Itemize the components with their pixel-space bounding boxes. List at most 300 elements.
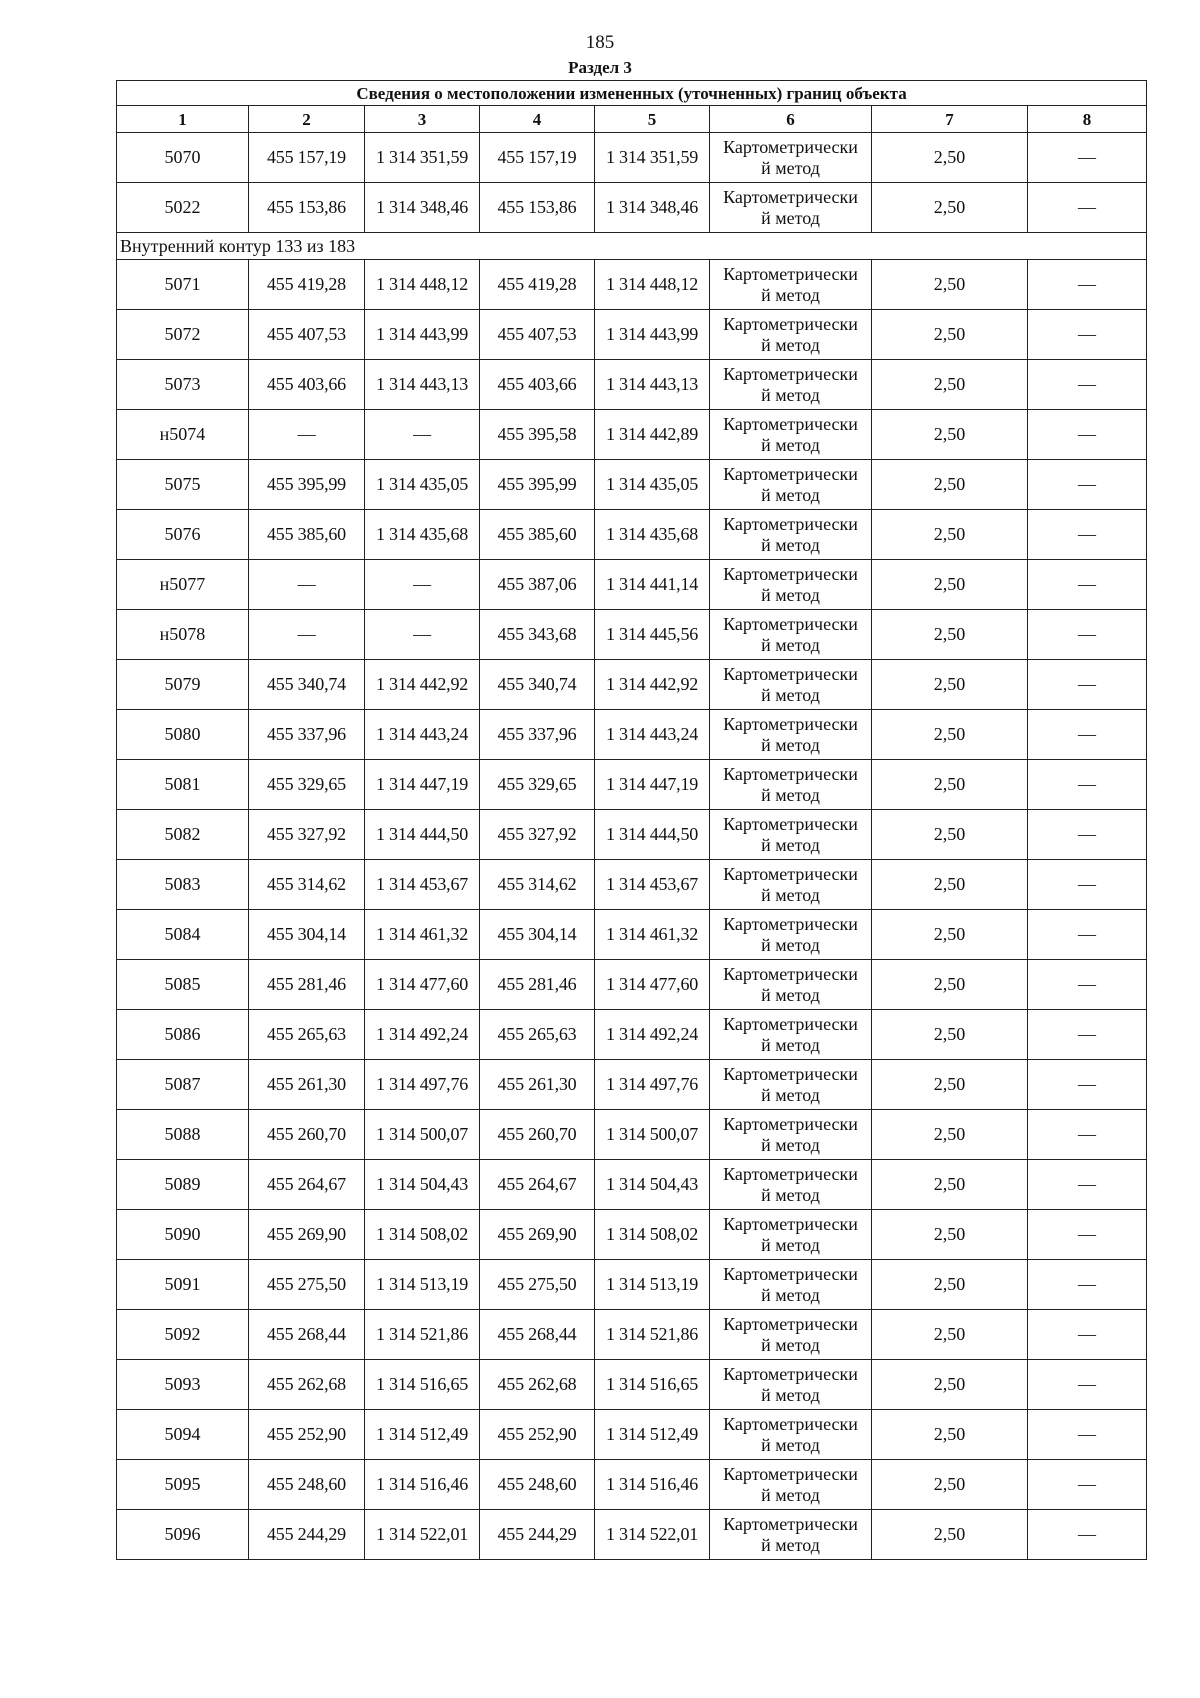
table-cell: 1 314 500,07 bbox=[365, 1110, 480, 1160]
method-cell bbox=[710, 1010, 872, 1060]
table-cell: 1 314 444,50 bbox=[365, 810, 480, 860]
table-row bbox=[117, 1510, 1147, 1560]
method-text-line1: Картометрически bbox=[723, 613, 858, 634]
method-text-line1: Картометрически bbox=[723, 1463, 858, 1484]
table-cell: 455 269,90 bbox=[249, 1210, 365, 1260]
table-cell: 5084 bbox=[117, 910, 249, 960]
table-row bbox=[117, 760, 1147, 810]
method-text-line2: й метод bbox=[761, 584, 820, 605]
table-cell: 1 314 442,92 bbox=[365, 660, 480, 710]
method-text-line1: Картометрически bbox=[723, 763, 858, 784]
method-cell bbox=[710, 460, 872, 510]
table-cell: 455 407,53 bbox=[480, 310, 595, 360]
table-cell: 455 153,86 bbox=[480, 183, 595, 233]
table-cell: 1 314 477,60 bbox=[365, 960, 480, 1010]
table-cell: 455 157,19 bbox=[249, 133, 365, 183]
method-text-line2: й метод bbox=[761, 534, 820, 555]
method-text-line1: Картометрически bbox=[723, 136, 858, 157]
table-row bbox=[117, 710, 1147, 760]
table-cell: — bbox=[1028, 1360, 1147, 1410]
table-header-row bbox=[117, 106, 1147, 133]
table-cell: — bbox=[1028, 860, 1147, 910]
table-cell: 2,50 bbox=[872, 1060, 1028, 1110]
method-cell bbox=[710, 960, 872, 1010]
table-row bbox=[117, 660, 1147, 710]
method-text-line1: Картометрически bbox=[723, 313, 858, 334]
table-caption: Сведения о местоположении измененных (уточненных) границ объекта bbox=[117, 81, 1147, 106]
table-row bbox=[117, 1260, 1147, 1310]
table-row bbox=[117, 183, 1147, 233]
table-cell: — bbox=[1028, 133, 1147, 183]
table-cell: 2,50 bbox=[872, 1310, 1028, 1360]
table-cell: 5080 bbox=[117, 710, 249, 760]
table-cell: 2,50 bbox=[872, 133, 1028, 183]
method-text-line1: Картометрически bbox=[723, 463, 858, 484]
table-cell: — bbox=[1028, 460, 1147, 510]
method-text-line2: й метод bbox=[761, 1184, 820, 1205]
method-text-line1: Картометрически bbox=[723, 713, 858, 734]
table-cell: 2,50 bbox=[872, 410, 1028, 460]
page-number: 185 bbox=[585, 32, 615, 53]
method-text-line1: Картометрически bbox=[723, 1413, 858, 1434]
table-cell: 1 314 508,02 bbox=[365, 1210, 480, 1260]
method-cell bbox=[710, 1310, 872, 1360]
table-cell: 455 403,66 bbox=[480, 360, 595, 410]
table-cell: н5077 bbox=[117, 560, 249, 610]
method-text-line2: й метод bbox=[761, 784, 820, 805]
table-cell: 455 395,58 bbox=[480, 410, 595, 460]
table-cell: 1 314 497,76 bbox=[595, 1060, 710, 1110]
method-text-line1: Картометрически bbox=[723, 1063, 858, 1084]
table-cell: 5082 bbox=[117, 810, 249, 860]
table-cell: 1 314 435,68 bbox=[595, 510, 710, 560]
table-cell: 455 268,44 bbox=[480, 1310, 595, 1360]
method-text-line1: Картометрически bbox=[723, 563, 858, 584]
table-cell: 1 314 447,19 bbox=[595, 760, 710, 810]
table-cell: 1 314 521,86 bbox=[365, 1310, 480, 1360]
table-cell: 1 314 443,13 bbox=[595, 360, 710, 410]
table-cell: 1 314 448,12 bbox=[365, 260, 480, 310]
table-row bbox=[117, 1460, 1147, 1510]
table-cell: 1 314 516,65 bbox=[595, 1360, 710, 1410]
table-cell: 1 314 441,14 bbox=[595, 560, 710, 610]
table-cell: 455 275,50 bbox=[480, 1260, 595, 1310]
method-text-line2: й метод bbox=[761, 434, 820, 455]
table-cell: 1 314 448,12 bbox=[595, 260, 710, 310]
table-cell: 5090 bbox=[117, 1210, 249, 1260]
table-row bbox=[117, 1410, 1147, 1460]
method-cell bbox=[710, 1210, 872, 1260]
method-text-line1: Картометрически bbox=[723, 813, 858, 834]
method-text-line1: Картометрически bbox=[723, 186, 858, 207]
table-cell: — bbox=[1028, 560, 1147, 610]
table-cell: 455 340,74 bbox=[480, 660, 595, 710]
table-cell: 1 314 445,56 bbox=[595, 610, 710, 660]
table-cell: 1 314 516,46 bbox=[595, 1460, 710, 1510]
method-text-line2: й метод bbox=[761, 334, 820, 355]
method-text-line2: й метод bbox=[761, 1384, 820, 1405]
table-cell: 1 314 504,43 bbox=[595, 1160, 710, 1210]
table-cell: — bbox=[1028, 660, 1147, 710]
column-header: 7 bbox=[872, 106, 1028, 133]
table-cell: 1 314 435,05 bbox=[595, 460, 710, 510]
table-cell: 1 314 435,68 bbox=[365, 510, 480, 560]
table-cell: 455 157,19 bbox=[480, 133, 595, 183]
table-cell: 1 314 522,01 bbox=[365, 1510, 480, 1560]
table-cell: 5070 bbox=[117, 133, 249, 183]
table-row bbox=[117, 460, 1147, 510]
table-cell: 1 314 512,49 bbox=[595, 1410, 710, 1460]
table-cell: — bbox=[365, 610, 480, 660]
table-row bbox=[117, 960, 1147, 1010]
table-cell: 5072 bbox=[117, 310, 249, 360]
table-cell: 455 264,67 bbox=[480, 1160, 595, 1210]
method-text-line1: Картометрически bbox=[723, 1313, 858, 1334]
table-cell: 455 153,86 bbox=[249, 183, 365, 233]
method-cell bbox=[710, 1360, 872, 1410]
table-cell: н5074 bbox=[117, 410, 249, 460]
table-cell: 1 314 512,49 bbox=[365, 1410, 480, 1460]
table-cell: 455 252,90 bbox=[480, 1410, 595, 1460]
method-cell bbox=[710, 660, 872, 710]
method-text-line2: й метод bbox=[761, 1034, 820, 1055]
table-cell: 5087 bbox=[117, 1060, 249, 1110]
table-cell: 455 265,63 bbox=[249, 1010, 365, 1060]
method-text-line2: й метод bbox=[761, 1234, 820, 1255]
table-cell: 455 261,30 bbox=[249, 1060, 365, 1110]
table-cell: 1 314 508,02 bbox=[595, 1210, 710, 1260]
table-cell: 2,50 bbox=[872, 460, 1028, 510]
table-cell: 455 248,60 bbox=[249, 1460, 365, 1510]
table-cell: 455 244,29 bbox=[480, 1510, 595, 1560]
table-cell: 455 329,65 bbox=[480, 760, 595, 810]
table-cell: 2,50 bbox=[872, 760, 1028, 810]
method-cell bbox=[710, 1460, 872, 1510]
method-cell bbox=[710, 1060, 872, 1110]
table-cell: 455 244,29 bbox=[249, 1510, 365, 1560]
table-cell: — bbox=[1028, 910, 1147, 960]
method-cell bbox=[710, 760, 872, 810]
table-cell: 1 314 477,60 bbox=[595, 960, 710, 1010]
method-text-line2: й метод bbox=[761, 684, 820, 705]
boundary-table bbox=[116, 80, 1147, 1560]
method-cell bbox=[710, 183, 872, 233]
table-cell: 1 314 461,32 bbox=[595, 910, 710, 960]
table-cell: — bbox=[1028, 810, 1147, 860]
method-text-line1: Картометрически bbox=[723, 1363, 858, 1384]
method-text-line1: Картометрически bbox=[723, 513, 858, 534]
method-text-line2: й метод bbox=[761, 1484, 820, 1505]
table-cell: — bbox=[249, 610, 365, 660]
table-cell: 455 403,66 bbox=[249, 360, 365, 410]
method-cell bbox=[710, 1510, 872, 1560]
table-cell: 2,50 bbox=[872, 860, 1028, 910]
table-cell: 455 329,65 bbox=[249, 760, 365, 810]
table-cell: 455 337,96 bbox=[480, 710, 595, 760]
table-cell: 2,50 bbox=[872, 910, 1028, 960]
table-cell: 455 281,46 bbox=[480, 960, 595, 1010]
table-cell: 455 419,28 bbox=[480, 260, 595, 310]
method-cell bbox=[710, 910, 872, 960]
table-cell: — bbox=[1028, 1310, 1147, 1360]
table-cell: — bbox=[1028, 760, 1147, 810]
table-cell: 1 314 443,24 bbox=[595, 710, 710, 760]
method-cell bbox=[710, 1110, 872, 1160]
table-cell: 1 314 447,19 bbox=[365, 760, 480, 810]
table-row bbox=[117, 810, 1147, 860]
method-text-line2: й метод bbox=[761, 734, 820, 755]
table-cell: 1 314 443,13 bbox=[365, 360, 480, 410]
table-row bbox=[117, 1010, 1147, 1060]
column-header: 3 bbox=[365, 106, 480, 133]
table-cell: 2,50 bbox=[872, 1210, 1028, 1260]
method-text-line1: Картометрически bbox=[723, 913, 858, 934]
table-cell: 1 314 444,50 bbox=[595, 810, 710, 860]
column-header: 2 bbox=[249, 106, 365, 133]
method-cell bbox=[710, 810, 872, 860]
table-cell: 455 269,90 bbox=[480, 1210, 595, 1260]
method-text-line2: й метод bbox=[761, 984, 820, 1005]
table-row bbox=[117, 260, 1147, 310]
table-cell: — bbox=[365, 410, 480, 460]
method-text-line2: й метод bbox=[761, 207, 820, 228]
table-cell: 2,50 bbox=[872, 510, 1028, 560]
table-row bbox=[117, 1210, 1147, 1260]
method-cell bbox=[710, 1260, 872, 1310]
table-cell: 1 314 435,05 bbox=[365, 460, 480, 510]
table-cell: 1 314 516,65 bbox=[365, 1360, 480, 1410]
table-cell: 5022 bbox=[117, 183, 249, 233]
table-cell: 455 385,60 bbox=[249, 510, 365, 560]
table-row bbox=[117, 560, 1147, 610]
table-cell: 5073 bbox=[117, 360, 249, 410]
table-row bbox=[117, 1060, 1147, 1110]
table-cell: 1 314 453,67 bbox=[595, 860, 710, 910]
table-caption-row bbox=[117, 81, 1147, 106]
table-cell: — bbox=[1028, 1410, 1147, 1460]
table-cell: — bbox=[1028, 1510, 1147, 1560]
method-cell bbox=[710, 710, 872, 760]
table-cell: 455 395,99 bbox=[480, 460, 595, 510]
method-text-line1: Картометрически bbox=[723, 1113, 858, 1134]
table-cell: 2,50 bbox=[872, 1460, 1028, 1510]
table-cell: — bbox=[1028, 1460, 1147, 1510]
table-cell: — bbox=[1028, 960, 1147, 1010]
method-text-line2: й метод bbox=[761, 1284, 820, 1305]
table-cell: 1 314 516,46 bbox=[365, 1460, 480, 1510]
table-cell: 2,50 bbox=[872, 310, 1028, 360]
table-cell: 2,50 bbox=[872, 1360, 1028, 1410]
method-cell bbox=[710, 510, 872, 560]
table-cell: 5085 bbox=[117, 960, 249, 1010]
method-text-line2: й метод bbox=[761, 384, 820, 405]
table-cell: 2,50 bbox=[872, 1160, 1028, 1210]
table-cell: 455 314,62 bbox=[249, 860, 365, 910]
table-row bbox=[117, 1360, 1147, 1410]
method-text-line1: Картометрически bbox=[723, 1513, 858, 1534]
method-text-line1: Картометрически bbox=[723, 963, 858, 984]
table-cell: 455 264,67 bbox=[249, 1160, 365, 1210]
table-cell: 455 419,28 bbox=[249, 260, 365, 310]
table-row bbox=[117, 610, 1147, 660]
method-cell bbox=[710, 310, 872, 360]
table-cell: 455 407,53 bbox=[249, 310, 365, 360]
column-header: 1 bbox=[117, 106, 249, 133]
table-cell: 455 340,74 bbox=[249, 660, 365, 710]
table-cell: — bbox=[1028, 1110, 1147, 1160]
table-cell: 1 314 500,07 bbox=[595, 1110, 710, 1160]
table-row bbox=[117, 360, 1147, 410]
table-cell: 1 314 348,46 bbox=[595, 183, 710, 233]
table-cell: 455 275,50 bbox=[249, 1260, 365, 1310]
table-cell: 2,50 bbox=[872, 710, 1028, 760]
table-cell: 5081 bbox=[117, 760, 249, 810]
table-cell: 5083 bbox=[117, 860, 249, 910]
table-row bbox=[117, 1310, 1147, 1360]
table-cell: 455 252,90 bbox=[249, 1410, 365, 1460]
method-text-line2: й метод bbox=[761, 934, 820, 955]
table-cell: 2,50 bbox=[872, 1010, 1028, 1060]
table-cell: 2,50 bbox=[872, 960, 1028, 1010]
table-cell: 2,50 bbox=[872, 610, 1028, 660]
table-cell: 455 261,30 bbox=[480, 1060, 595, 1110]
table-cell: 5079 bbox=[117, 660, 249, 710]
table-cell: 5086 bbox=[117, 1010, 249, 1060]
table-cell: 1 314 461,32 bbox=[365, 910, 480, 960]
method-text-line1: Картометрически bbox=[723, 1263, 858, 1284]
method-text-line1: Картометрически bbox=[723, 663, 858, 684]
table-cell: 1 314 522,01 bbox=[595, 1510, 710, 1560]
table-cell: 455 268,44 bbox=[249, 1310, 365, 1360]
table-cell: 1 314 442,92 bbox=[595, 660, 710, 710]
table-cell: 5076 bbox=[117, 510, 249, 560]
table-row bbox=[117, 410, 1147, 460]
table-cell: 5096 bbox=[117, 1510, 249, 1560]
method-text-line2: й метод bbox=[761, 157, 820, 178]
method-text-line2: й метод bbox=[761, 634, 820, 655]
method-text-line2: й метод bbox=[761, 834, 820, 855]
table-cell: 455 260,70 bbox=[480, 1110, 595, 1160]
method-cell bbox=[710, 360, 872, 410]
table-cell: — bbox=[1028, 183, 1147, 233]
method-text-line2: й метод bbox=[761, 1534, 820, 1555]
table-cell: 455 260,70 bbox=[249, 1110, 365, 1160]
table-cell: — bbox=[1028, 360, 1147, 410]
table-cell: 2,50 bbox=[872, 810, 1028, 860]
table-cell: 5094 bbox=[117, 1410, 249, 1460]
table-cell: 5075 bbox=[117, 460, 249, 510]
method-cell bbox=[710, 1410, 872, 1460]
table-row bbox=[117, 1160, 1147, 1210]
column-header: 6 bbox=[710, 106, 872, 133]
table-cell: 2,50 bbox=[872, 660, 1028, 710]
table-cell: — bbox=[1028, 410, 1147, 460]
table-cell: 1 314 351,59 bbox=[365, 133, 480, 183]
method-cell bbox=[710, 560, 872, 610]
table-cell: 2,50 bbox=[872, 1410, 1028, 1460]
table-cell: 5091 bbox=[117, 1260, 249, 1310]
table-cell: 2,50 bbox=[872, 183, 1028, 233]
table-cell: 1 314 497,76 bbox=[365, 1060, 480, 1110]
table-row bbox=[117, 510, 1147, 560]
table-cell: 455 304,14 bbox=[249, 910, 365, 960]
table-cell: — bbox=[1028, 1160, 1147, 1210]
table-cell: 1 314 443,99 bbox=[365, 310, 480, 360]
table-row bbox=[117, 910, 1147, 960]
table-cell: 1 314 351,59 bbox=[595, 133, 710, 183]
table-cell: — bbox=[1028, 1010, 1147, 1060]
table-cell: — bbox=[249, 560, 365, 610]
table-cell: 5095 bbox=[117, 1460, 249, 1510]
table-cell: 5093 bbox=[117, 1360, 249, 1410]
method-cell bbox=[710, 133, 872, 183]
table-cell: — bbox=[1028, 610, 1147, 660]
table-cell: 5071 bbox=[117, 260, 249, 310]
table-cell: — bbox=[1028, 310, 1147, 360]
table-cell: 455 248,60 bbox=[480, 1460, 595, 1510]
method-text-line1: Картометрически bbox=[723, 1013, 858, 1034]
column-header: 4 bbox=[480, 106, 595, 133]
table-cell: 2,50 bbox=[872, 1510, 1028, 1560]
table-cell: 1 314 443,24 bbox=[365, 710, 480, 760]
table-cell: 2,50 bbox=[872, 260, 1028, 310]
table-cell: — bbox=[1028, 1260, 1147, 1310]
table-cell: 5089 bbox=[117, 1160, 249, 1210]
method-text-line2: й метод bbox=[761, 484, 820, 505]
method-text-line1: Картометрически bbox=[723, 263, 858, 284]
table-cell: 455 262,68 bbox=[480, 1360, 595, 1410]
table-cell: 2,50 bbox=[872, 560, 1028, 610]
table-cell: 1 314 453,67 bbox=[365, 860, 480, 910]
table-row bbox=[117, 310, 1147, 360]
method-text-line2: й метод bbox=[761, 1334, 820, 1355]
method-text-line1: Картометрически bbox=[723, 1213, 858, 1234]
table-row bbox=[117, 1110, 1147, 1160]
method-cell bbox=[710, 260, 872, 310]
table-cell: 2,50 bbox=[872, 1110, 1028, 1160]
method-text-line2: й метод bbox=[761, 284, 820, 305]
table-cell: 455 385,60 bbox=[480, 510, 595, 560]
table-cell: 1 314 443,99 bbox=[595, 310, 710, 360]
table-cell: 1 314 348,46 bbox=[365, 183, 480, 233]
table-cell: — bbox=[1028, 510, 1147, 560]
table-cell: 455 327,92 bbox=[480, 810, 595, 860]
table-cell: 5088 bbox=[117, 1110, 249, 1160]
section-title: Раздел 3 bbox=[568, 58, 632, 77]
table-cell: 1 314 513,19 bbox=[595, 1260, 710, 1310]
method-text-line1: Картометрически bbox=[723, 413, 858, 434]
table-cell: 2,50 bbox=[872, 360, 1028, 410]
table-cell: 1 314 504,43 bbox=[365, 1160, 480, 1210]
method-text-line2: й метод bbox=[761, 884, 820, 905]
table-cell: 1 314 492,24 bbox=[365, 1010, 480, 1060]
table-cell: 455 337,96 bbox=[249, 710, 365, 760]
method-cell bbox=[710, 1160, 872, 1210]
method-text-line1: Картометрически bbox=[723, 363, 858, 384]
table-row bbox=[117, 133, 1147, 183]
method-text-line1: Картометрически bbox=[723, 863, 858, 884]
table-cell: 5092 bbox=[117, 1310, 249, 1360]
table-cell: 455 395,99 bbox=[249, 460, 365, 510]
table-cell: 455 387,06 bbox=[480, 560, 595, 610]
table-cell: н5078 bbox=[117, 610, 249, 660]
contour-label: Внутренний контур 133 из 183 bbox=[117, 233, 1147, 260]
method-cell bbox=[710, 410, 872, 460]
table-cell: 1 314 513,19 bbox=[365, 1260, 480, 1310]
method-text-line1: Картометрически bbox=[723, 1163, 858, 1184]
table-cell: 455 304,14 bbox=[480, 910, 595, 960]
method-text-line2: й метод bbox=[761, 1434, 820, 1455]
